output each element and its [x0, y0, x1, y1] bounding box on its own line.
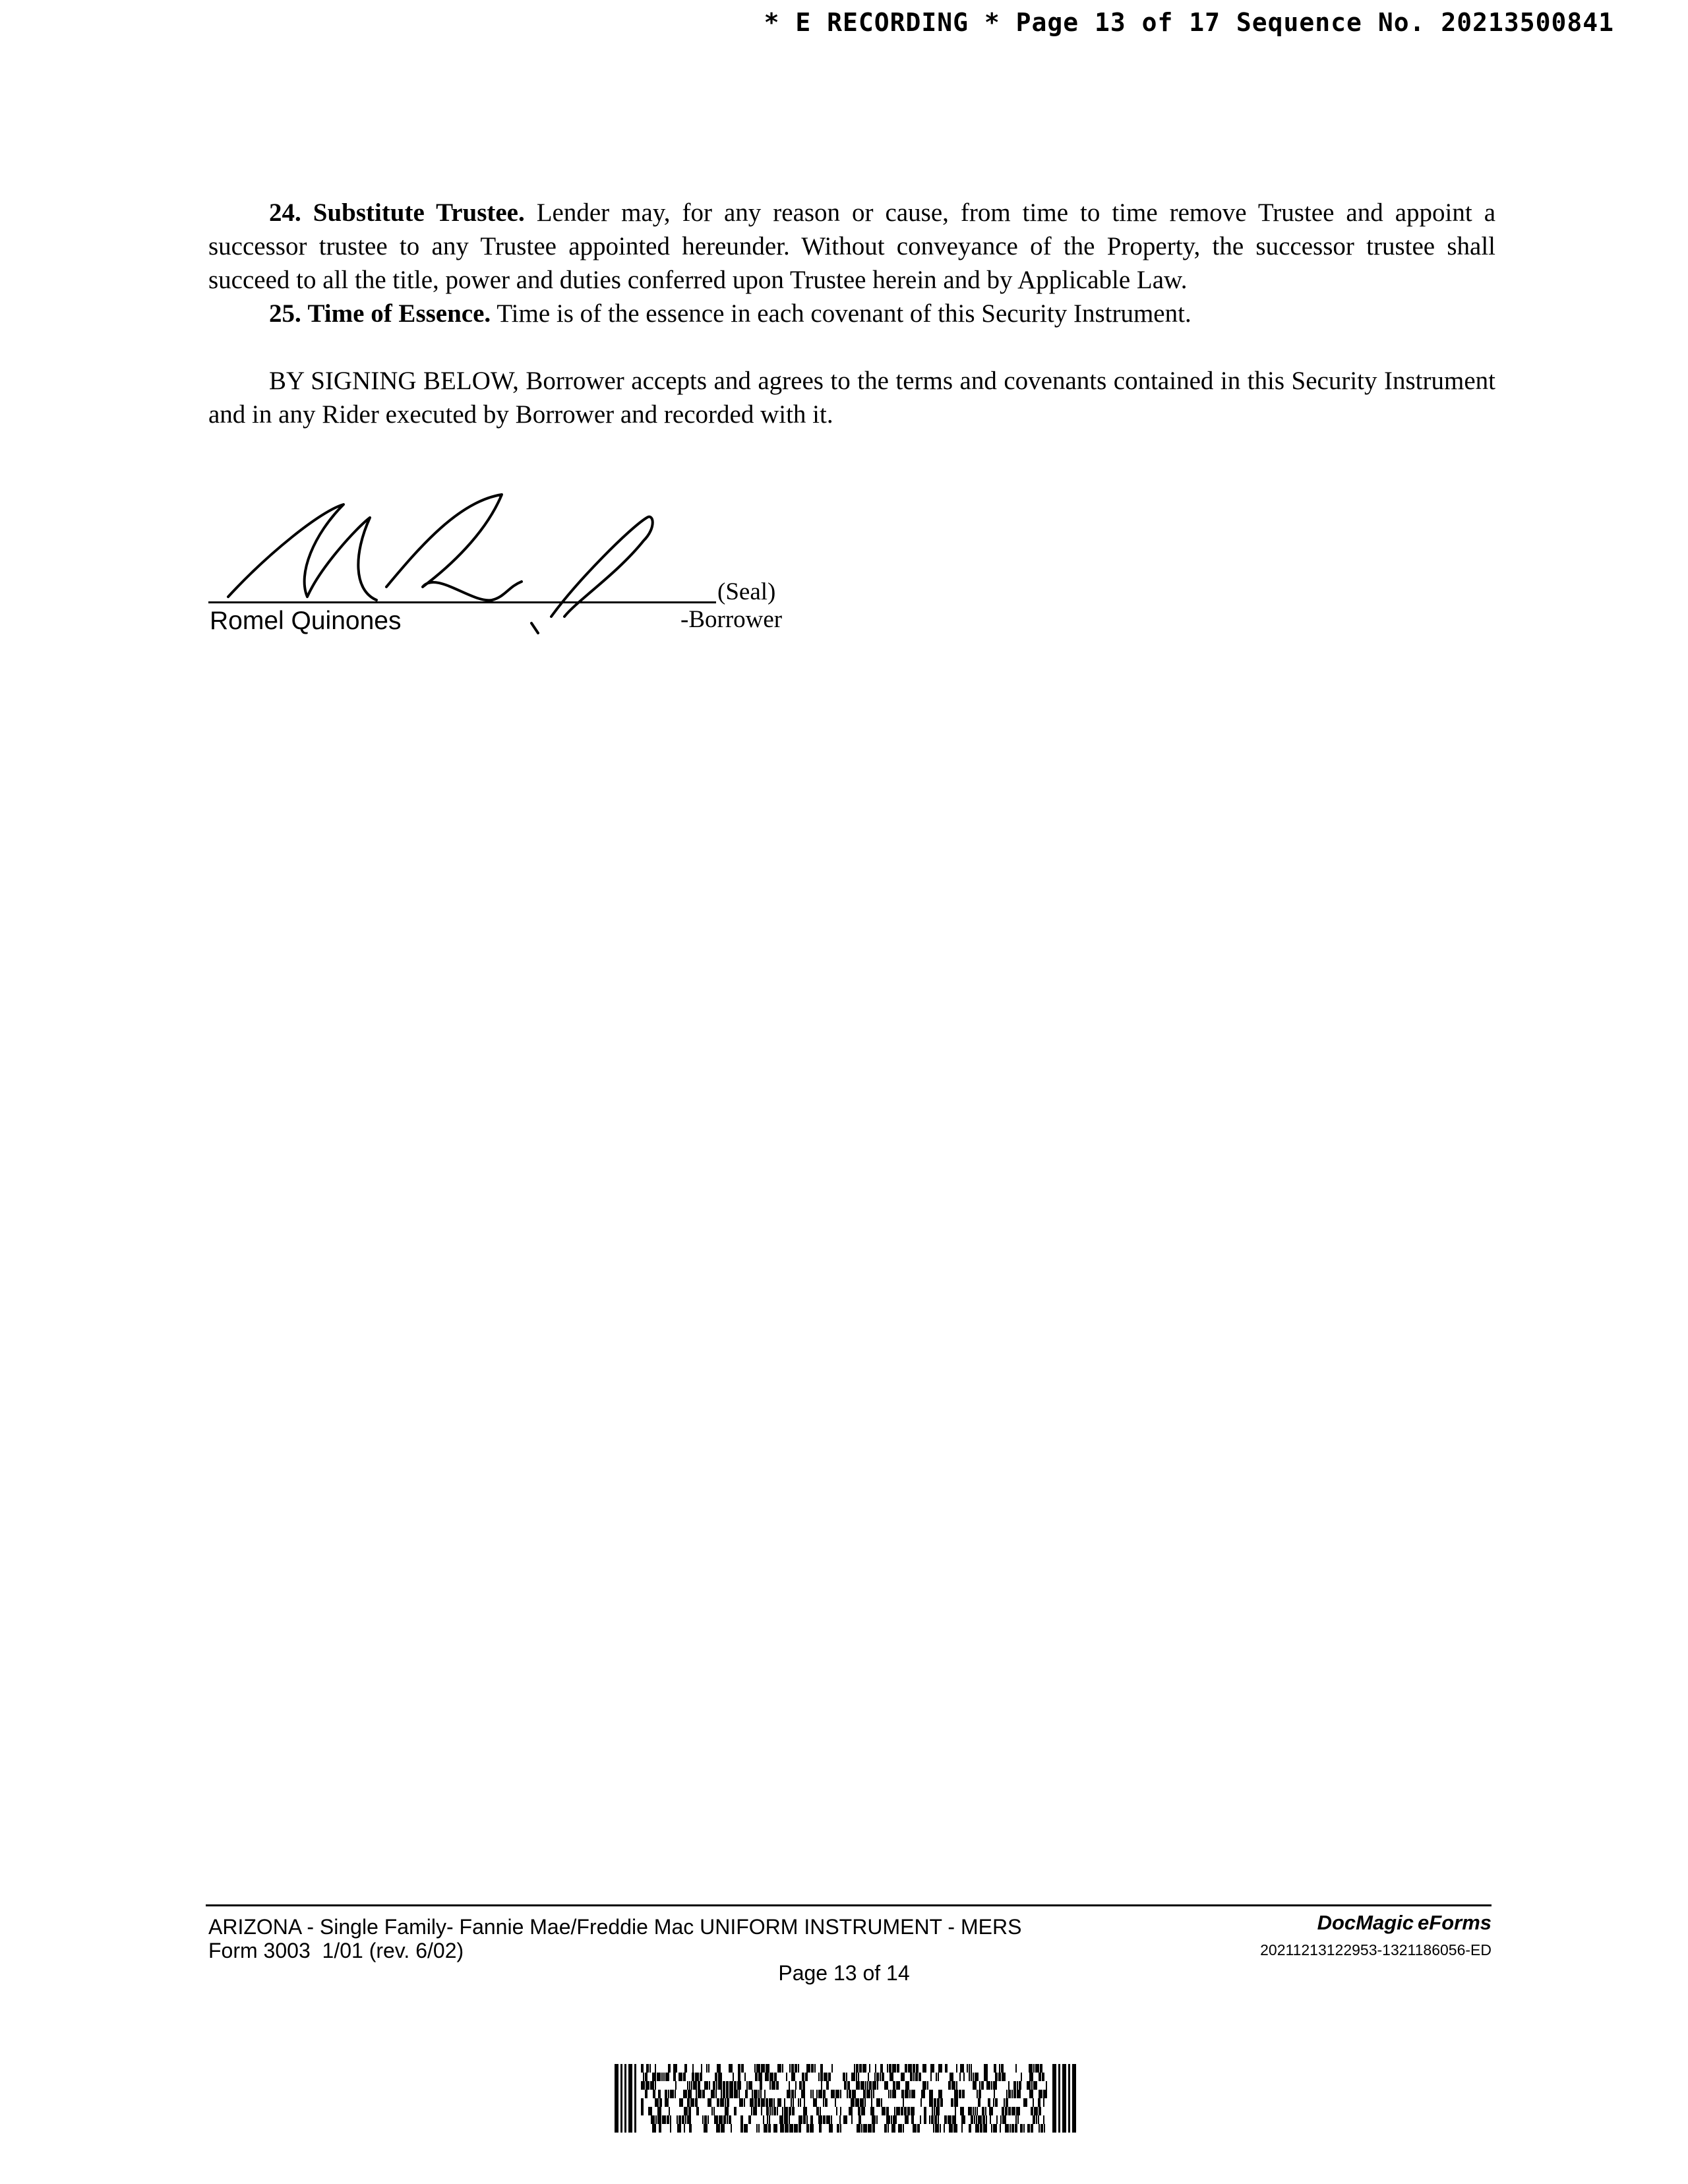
closing-statement: BY SIGNING BELOW, Borrower accepts and agrees to the terms and covenants contained in this Security Instrument and in any Rider executed by Borrower and recorded with it.	[208, 367, 1495, 429]
section-text: Time is of the essence in each covenant of this Security Instrument.	[497, 299, 1191, 328]
page-number: Page 13 of 14	[778, 1961, 910, 1985]
document-id: 20211213122953-1321186056-ED	[1260, 1941, 1492, 1958]
signature-block	[208, 488, 802, 646]
section-24	[208, 196, 1495, 297]
pdf417-barcode	[615, 2064, 1076, 2133]
section-heading: Time of Essence.	[307, 299, 491, 328]
recording-stamp: * E RECORDING * Page 13 of 17 Sequence No. 20213500841	[764, 8, 1614, 37]
logo-suffix: eForms	[1418, 1911, 1492, 1934]
borrower-role: -Borrower	[680, 606, 783, 633]
footer-form-info	[208, 1915, 1021, 1962]
borrower-name: Romel Quinones	[210, 607, 402, 635]
section-number: 25.	[269, 299, 301, 328]
footer-divider	[206, 1904, 1492, 1906]
signature-line	[208, 601, 716, 603]
document-body	[208, 196, 1495, 431]
section-heading: Substitute Trustee.	[313, 198, 525, 227]
logo-text: DocMagic	[1317, 1911, 1414, 1934]
seal-label: (Seal)	[717, 578, 776, 605]
docmagic-logo	[1317, 1911, 1492, 1935]
section-25	[208, 297, 1495, 330]
form-number: Form 3003 1/01 (rev. 6/02)	[208, 1939, 464, 1962]
section-text: Lender may, for any reason or cause, from time to time remove Trustee and appoint a successor trustee to any Trustee appointed hereunder. Without conveyance of the Property, the successor trustee shall succeed to all the title, power and duties conferred upon Trustee herein and by Applicable Law.	[208, 198, 1496, 294]
form-title: ARIZONA - Single Family- Fannie Mae/Freddie Mac UNIFORM INSTRUMENT - MERS	[208, 1915, 1022, 1939]
section-number: 24.	[269, 198, 301, 227]
